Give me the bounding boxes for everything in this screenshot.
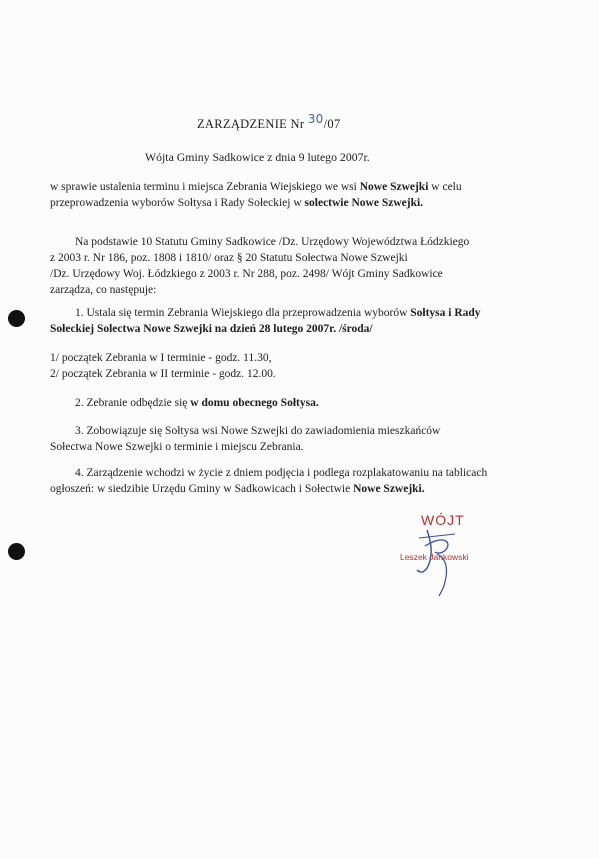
title-text: ZARZĄDZENIE Nr xyxy=(197,117,305,131)
item-3-line: 3. Zobowiązuje się Sołtysa wsi Nowe Szwejki do zawiadomienia mieszkańców xyxy=(75,425,441,437)
item-1-text: 1. Ustala się termin Zebrania Wiejskiego dla przeprowadzenia wyborów xyxy=(75,307,408,319)
item-1-bold: Sołeckiej Solectwa Nowe Szwejki na dzień 28 lutego 2007r. /środa/ xyxy=(50,323,373,335)
item-2-bold: w domu obecnego Sołtysa. xyxy=(190,397,319,409)
subject-line xyxy=(50,179,462,195)
basis-line: /Dz. Urzędowy Woj. Łódzkiego z 2003 r. Nr 288, poz. 2498/ Wójt Gminy Sadkowice xyxy=(50,268,443,280)
subject-text: w sprawie ustalenia terminu i miejsca Zebrania Wiejskiego we wsi xyxy=(50,181,357,193)
item-3-line: Sołectwa Nowe Szwejki o terminie i miejscu Zebrania. xyxy=(50,441,304,453)
legal-basis-paragraph xyxy=(50,234,469,298)
first-term-time: 1/ początek Zebrania w I terminie - godz. 11.30, xyxy=(50,352,272,364)
punch-hole xyxy=(8,310,25,327)
item-1-paragraph xyxy=(50,305,481,337)
second-term-time: 2/ początek Zebrania w II terminie - godz. 12.00. xyxy=(50,368,276,380)
subject-text: przeprowadzenia wyborów Sołtysa i Rady Sołeckiej w xyxy=(50,197,302,209)
basis-line: z 2003 r. Nr 186, poz. 1808 i 1810/ oraz § 20 Statutu Sołectwa Nowe Szwejki xyxy=(50,252,408,264)
subject-line xyxy=(50,195,462,211)
signature-name: Leszek Jankowski xyxy=(400,552,469,562)
subject-paragraph xyxy=(50,179,462,211)
item-1-bold: Sołtysa i Rady xyxy=(410,307,481,319)
item-4-text: ogłoszeń: w siedzibie Urzędu Gminy w Sadkowicach i Sołectwie xyxy=(50,483,351,495)
meeting-times xyxy=(50,350,276,382)
handwritten-number: 30 xyxy=(307,112,324,126)
item-4-line: 4. Zarządzenie wchodzi w życie z dniem podjęcia i podlega rozplakatowaniu na tablicach xyxy=(75,467,488,479)
basis-line: Na podstawie 10 Statutu Gminy Sadkowice /Dz. Urzędowy Województwa Łódzkiego xyxy=(75,236,470,248)
item-1-line xyxy=(50,321,481,337)
signature-title: WÓJT xyxy=(421,512,465,528)
document-subtitle: Wójta Gminy Sadkowice z dnia 9 lutego 2007r. xyxy=(145,150,370,164)
document-title xyxy=(197,112,341,132)
item-4-bold: Nowe Szwejki. xyxy=(353,483,425,495)
punch-hole xyxy=(8,543,25,560)
item-1-line xyxy=(50,305,481,321)
subject-text: w celu xyxy=(431,181,462,193)
basis-line: zarządza, co następuje: xyxy=(50,284,157,296)
item-3-paragraph xyxy=(50,423,440,455)
title-year: /07 xyxy=(323,117,341,131)
item-2-paragraph xyxy=(50,395,319,411)
subject-bold: solectwie Nowe Szwejki. xyxy=(304,197,424,209)
item-4-line xyxy=(50,481,487,497)
item-2-text: 2. Zebranie odbędzie się xyxy=(75,397,188,409)
subject-bold: Nowe Szwejki xyxy=(359,181,429,193)
item-2-line xyxy=(50,395,319,411)
item-4-paragraph xyxy=(50,465,487,497)
signature-stamp xyxy=(395,512,505,602)
